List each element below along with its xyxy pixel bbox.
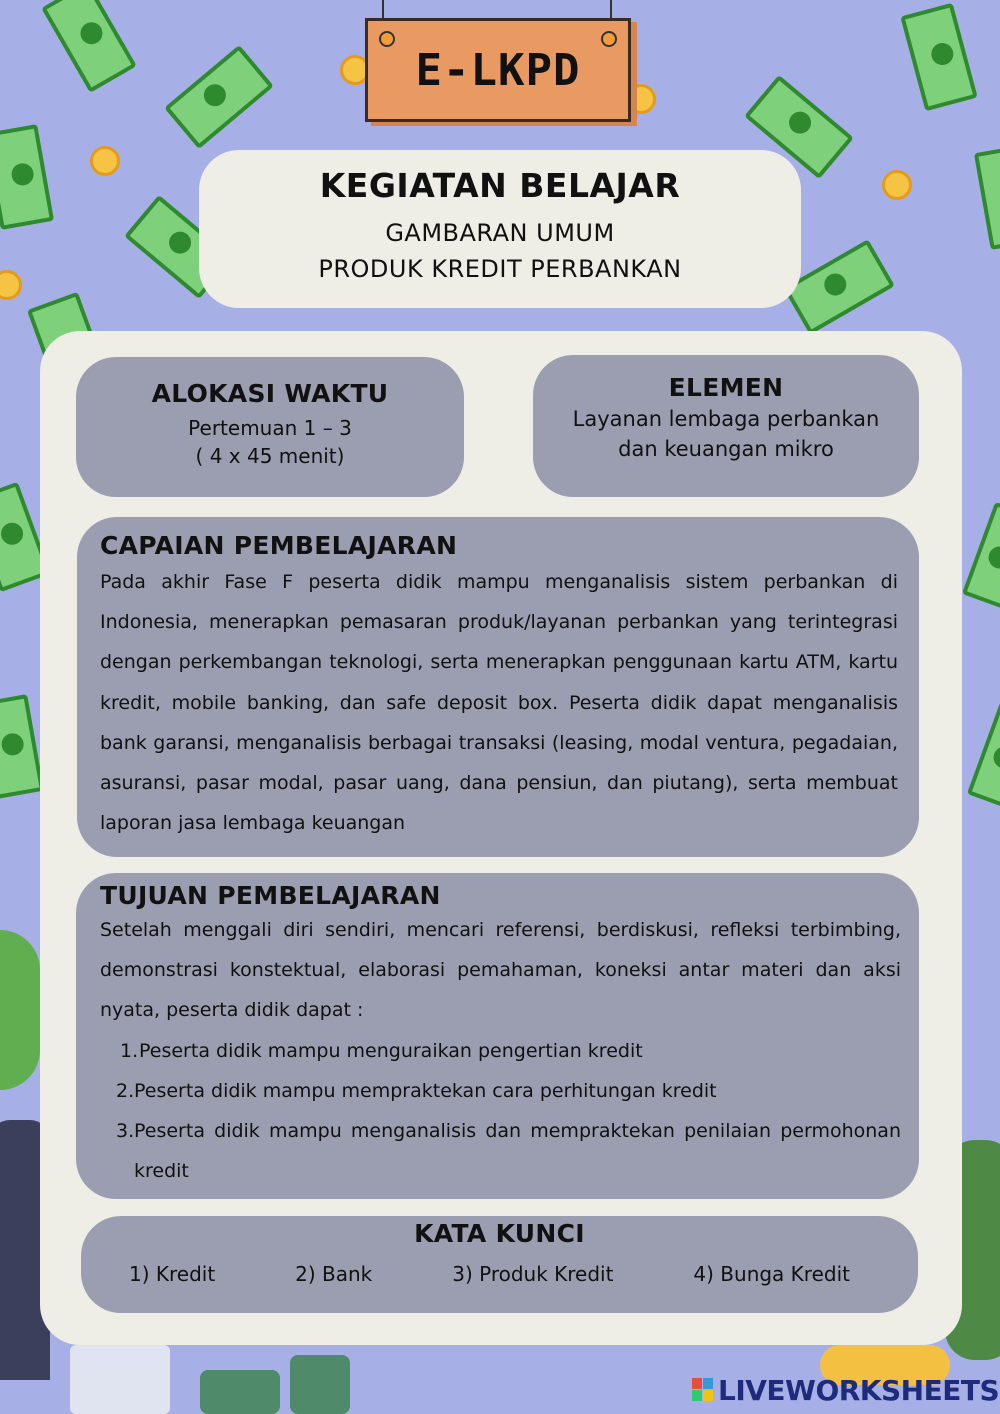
- alokasi-title: ALOKASI WAKTU: [151, 379, 389, 408]
- coin-icon: [0, 270, 22, 300]
- list-item: [100, 1031, 901, 1071]
- sign-title: E-LKPD: [415, 44, 581, 96]
- keyword-item: 2) Bank: [295, 1262, 373, 1286]
- list-item-number: 3.: [116, 1120, 135, 1143]
- alokasi-line-1: Pertemuan 1 – 3: [188, 416, 352, 440]
- list-item-text: Peserta didik mampu mempraktekan cara perhitungan kredit: [134, 1079, 717, 1102]
- list-item: [100, 1071, 901, 1111]
- activity-header: [199, 150, 801, 308]
- money-bill-icon: [0, 124, 54, 230]
- nail-icon: [601, 31, 617, 47]
- elemen-title: ELEMEN: [668, 373, 784, 402]
- money-bill-icon: [967, 702, 1000, 813]
- document-illustration: [70, 1345, 170, 1414]
- tujuan-box: [76, 873, 919, 1199]
- capaian-text: Pada akhir Fase F peserta didik mampu menganalisis sistem perbankan di Indonesia, menerapkan pemasaran produk/layanan perbankan yang terintegrasi dengan perkembangan teknologi, serta menerapkan penggunaan kartu ATM, kartu kredit, mobile banking, dan safe deposit box. Peserta didik dapat menganalisis bank garansi, menganalisis berbagai transaksi (leasing, modal ventura, pegadaian, asuransi, pasar modal, pasar uang, dana pensiun, dan piutang), serta membuat laporan jasa lembaga keuangan: [100, 571, 898, 835]
- tujuan-intro: Setelah menggali diri sendiri, mencari referensi, berdiskusi, refleksi terbimbing, demonstrasi konstektual, elaborasi pemahaman, koneksi antar materi dan aksi nyata, peserta didik dapat :: [100, 919, 901, 1022]
- watermark-text: LIVEWORKSHEETS: [718, 1374, 1000, 1407]
- elkpd-sign: [365, 18, 631, 122]
- elemen-line-2: dan keuangan mikro: [618, 437, 834, 461]
- keyword-item: 1) Kredit: [129, 1262, 216, 1286]
- tujuan-list: [100, 1031, 901, 1192]
- keyword-item: 4) Bunga Kredit: [693, 1262, 850, 1286]
- money-bill-icon: [974, 144, 1000, 250]
- elemen-box: [533, 355, 919, 497]
- plant-decoration: [0, 930, 40, 1090]
- coin-icon: [90, 146, 120, 176]
- elemen-line-1: Layanan lembaga perbankan: [572, 407, 880, 431]
- money-bill-icon: [41, 0, 137, 93]
- list-item-number: 2.: [116, 1079, 135, 1102]
- list-item: [100, 1111, 901, 1191]
- coin-stack-icon: [290, 1355, 350, 1414]
- coin-stack-icon: [200, 1370, 280, 1414]
- header-title: KEGIATAN BELAJAR: [319, 166, 681, 205]
- money-bill-icon: [962, 502, 1000, 613]
- nail-icon: [379, 31, 395, 47]
- header-subtitle-2: PRODUK KREDIT PERBANKAN: [318, 255, 682, 283]
- keyword-item: 3) Produk Kredit: [452, 1262, 614, 1286]
- liveworksheets-logo-icon: [692, 1378, 714, 1402]
- capaian-box: [77, 517, 919, 857]
- list-item-text: Peserta didik mampu menguraikan pengertian kredit: [139, 1039, 643, 1062]
- list-item-text: Peserta didik mampu menganalisis dan mempraktekan penilaian permohonan kredit: [134, 1120, 901, 1183]
- money-bill-icon: [0, 694, 44, 800]
- tujuan-title: TUJUAN PEMBELAJARAN: [100, 881, 441, 910]
- coin-icon: [882, 170, 912, 200]
- money-bill-icon: [900, 3, 978, 112]
- kata-kunci-list: [81, 1262, 918, 1286]
- alokasi-line-2: ( 4 x 45 menit): [195, 444, 345, 468]
- alokasi-waktu-box: [76, 357, 464, 497]
- kata-kunci-title: KATA KUNCI: [414, 1219, 585, 1248]
- main-card: [40, 331, 962, 1345]
- header-subtitle-1: GAMBARAN UMUM: [385, 219, 615, 247]
- capaian-title: CAPAIAN PEMBELAJARAN: [100, 531, 458, 560]
- kata-kunci-box: [81, 1216, 918, 1313]
- money-bill-icon: [164, 45, 274, 149]
- list-item-number: 1.: [120, 1039, 139, 1062]
